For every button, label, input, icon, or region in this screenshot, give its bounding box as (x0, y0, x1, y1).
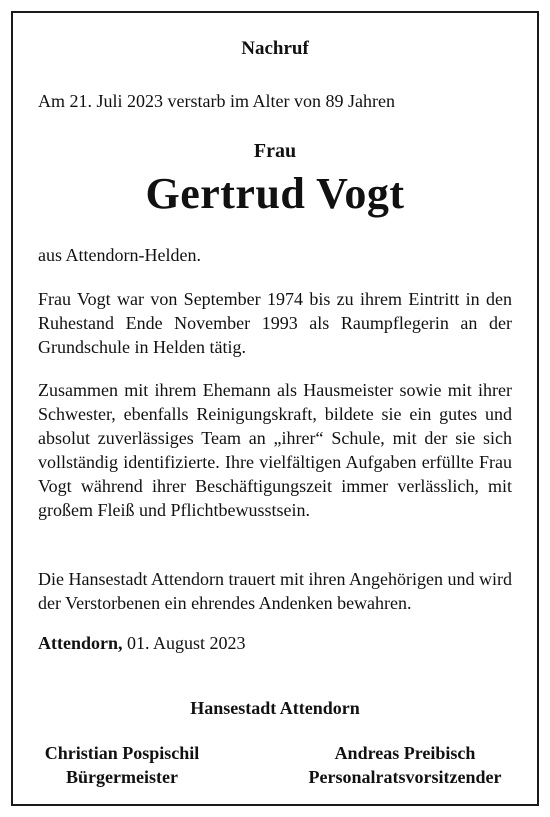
deceased-name: Gertrud Vogt (145, 169, 405, 218)
notice-heading: Nachruf (241, 38, 309, 59)
signatory-name: Christian Pospischil (44, 743, 200, 763)
signatory-name: Andreas Preibisch (334, 743, 476, 763)
paragraph-team: Zusammen mit ihrem Ehemann als Hausmeister sowie mit ihrer Schwester, ebenfalls Reinigungskraft, bildete sie ein gutes und absolut zuverlässiges Team an „ihrer“ Schule, mit der sie sich vollständig identifizierte. Ihre vielfältigen Aufgaben erfüllte Frau Vogt während ihrer Beschäftigungszeit immer verlässlich, mit großem Fleiß und Pflichtbewusstsein. (38, 380, 512, 520)
origin-line: aus Attendorn-Helden. (38, 245, 201, 265)
signatory-role: Bürgermeister (66, 767, 178, 787)
salutation: Frau (253, 140, 297, 162)
organization-name: Hansestadt Attendorn (190, 698, 360, 718)
paragraph-mourning: Die Hansestadt Attendorn trauert mit ihren Angehörigen und wird der Verstorbenen ein ehrendes Andenken bewahren. (38, 569, 512, 613)
paragraph-employment: Frau Vogt war von September 1974 bis zu ihrem Eintritt in den Ruhestand Ende November 1993 als Raumpflegerin an der Grundschule in Helden tätig. (38, 289, 512, 357)
signatory-left (38, 741, 206, 789)
signatory-role: Personalratsvorsitzender (308, 767, 502, 787)
dateline-place: Attendorn, (38, 633, 123, 653)
dateline-date: 01. August 2023 (127, 633, 246, 653)
intro-line: Am 21. Juli 2023 verstarb im Alter von 89 Jahren (38, 91, 395, 111)
signatory-right (298, 741, 512, 789)
dateline (38, 633, 246, 654)
